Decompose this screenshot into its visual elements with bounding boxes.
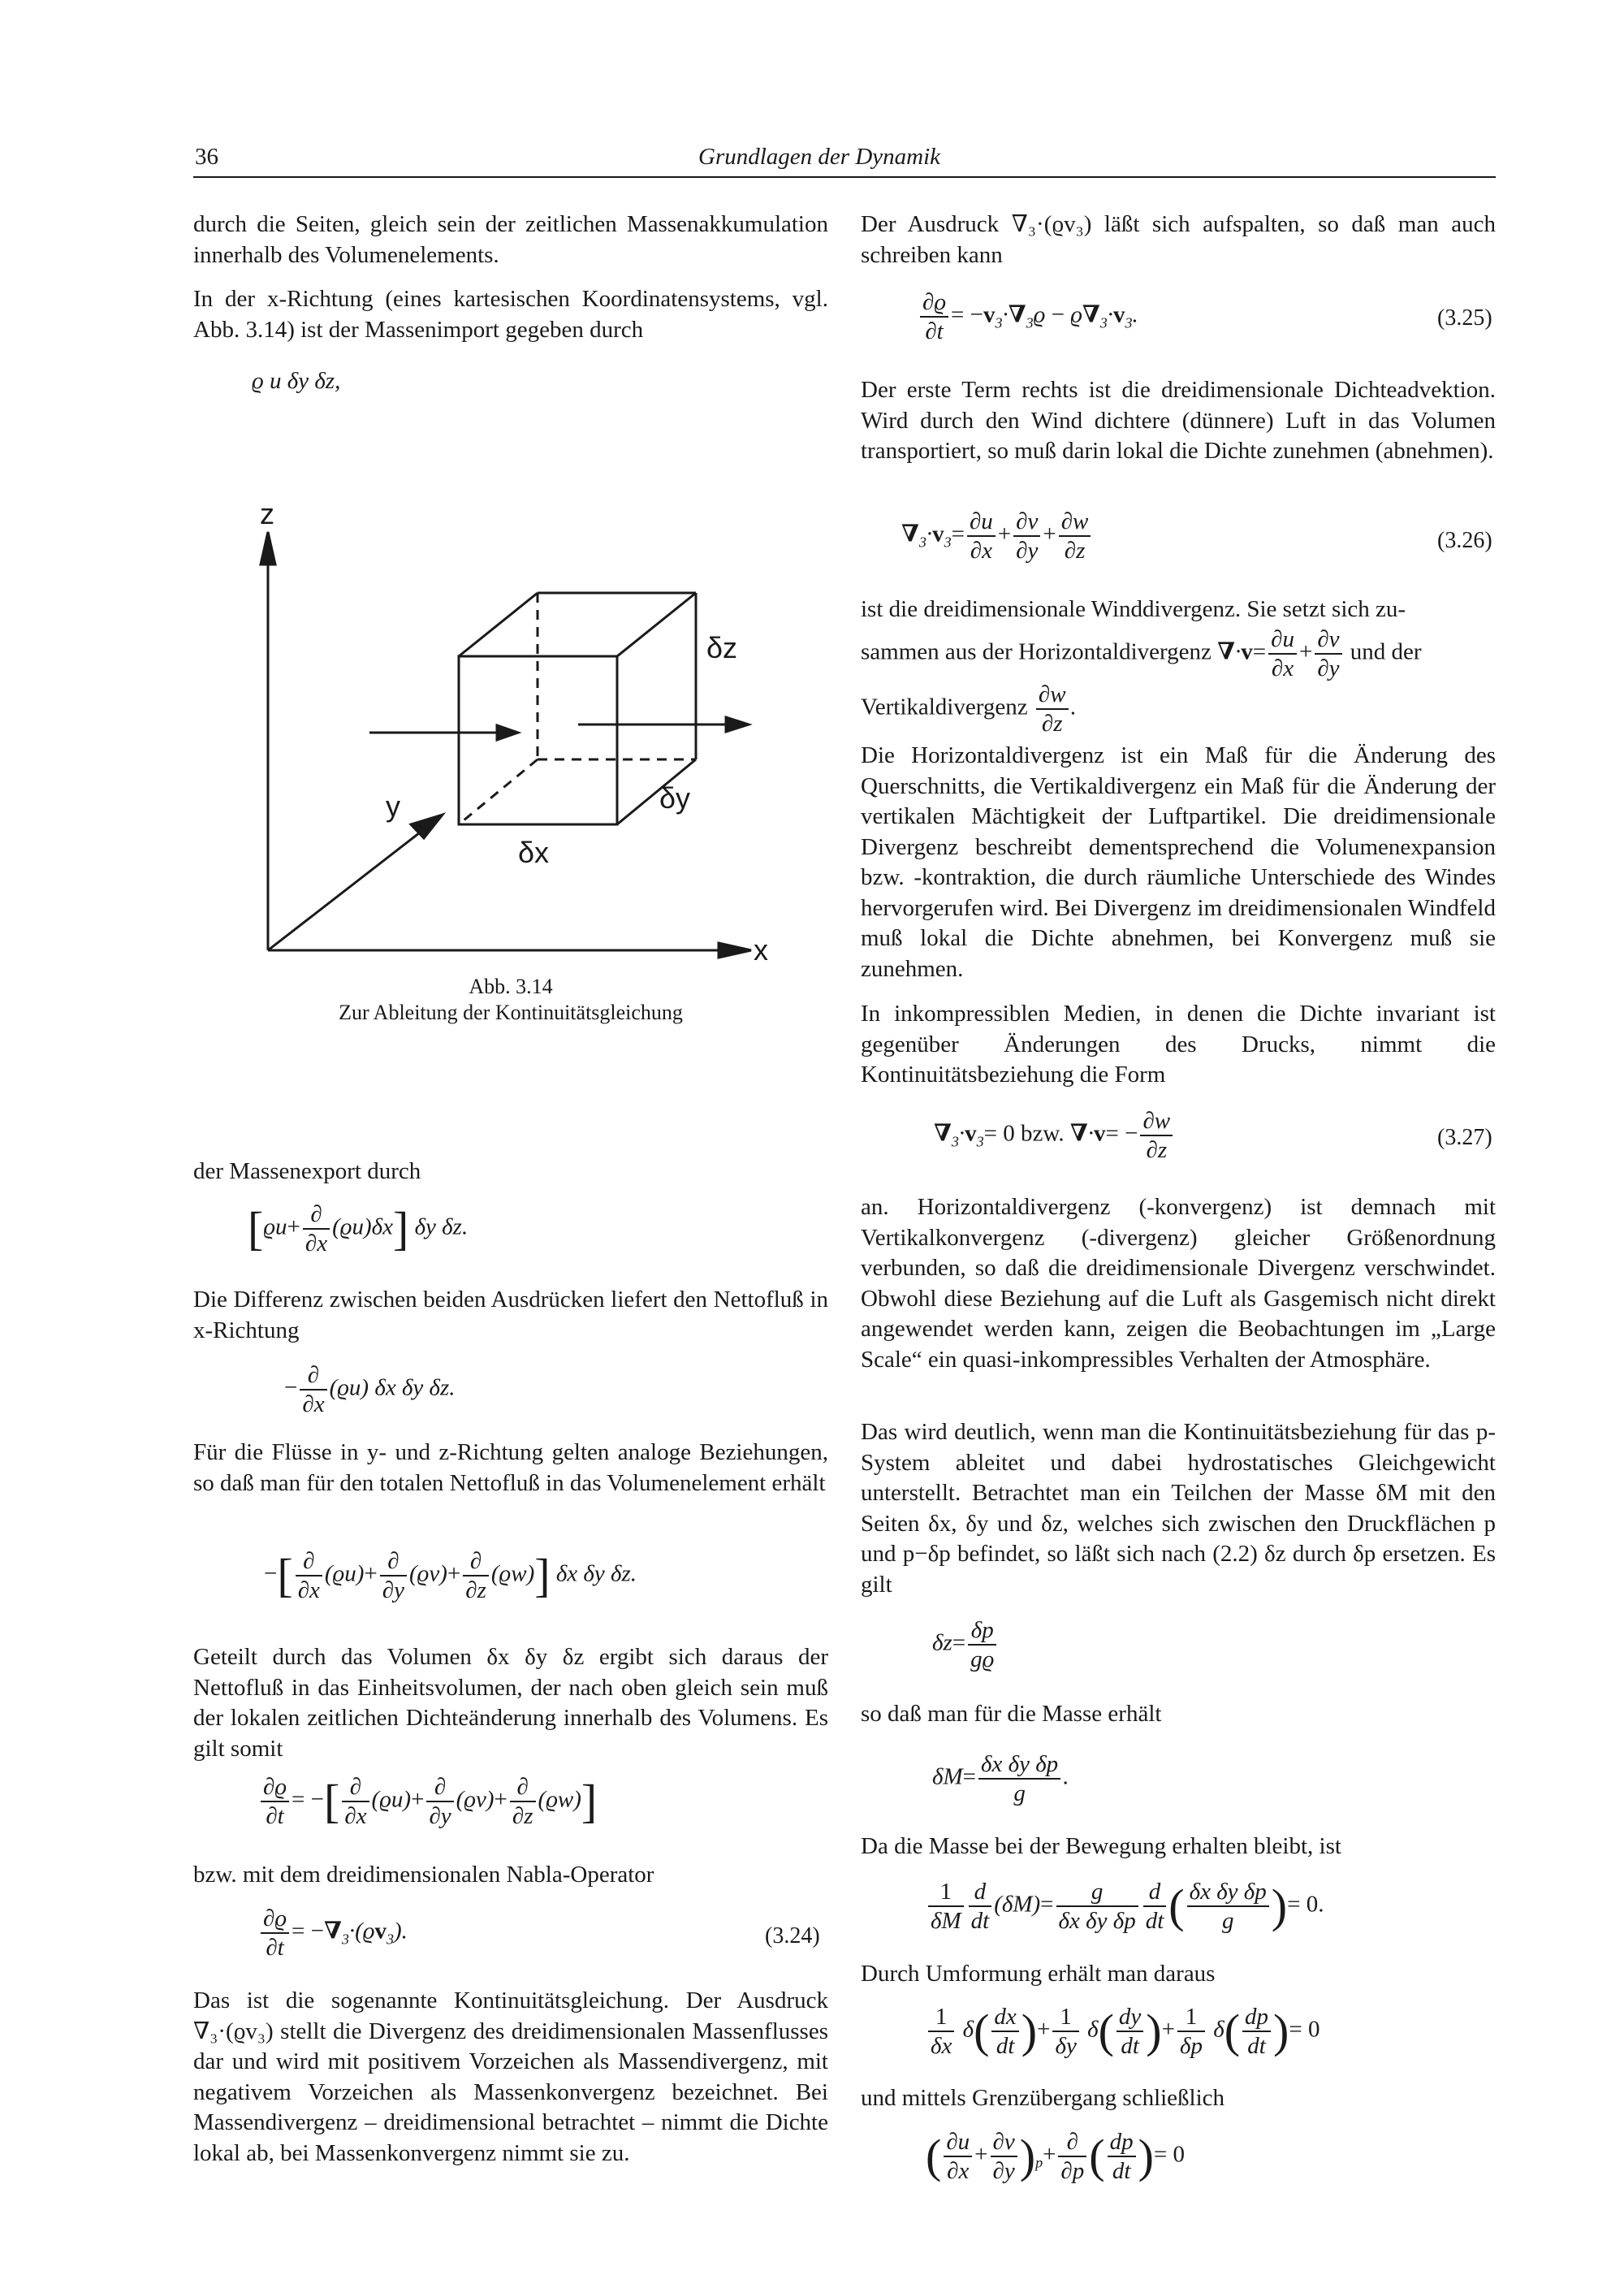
right-paragraph-8: so daß man für die Masse erhält [861,1701,1162,1727]
running-title: Grundlagen der Dynamik [698,144,941,170]
right-paragraph-2: Der erste Term rechts ist die dreidimensionale Dichteadvektion. Wird durch den Wind dichtere (dünnere) Luft in das Volumen transportiert, so muß darin lokal die Dichte zunehmen (abnehmen). [861,377,1496,464]
equation-mass-export: [ϱu+ $\frac{\partial}{\partial x}$ (ϱu)δx] δy δz. [248,1201,469,1256]
right-paragraph-6: an. Horizontaldivergenz (-konvergenz) ist demnach mit Vertikalkonvergenz (-divergenz) gleicher Größenordnung verbunden, so daß die dreidimensionale Divergenz verschwindet. Obwohl diese Beziehung auf die Luft als Gasgemisch nicht direkt angewendet werden kann, zeigen die Beobachtungen im „Large Scale“ ein quasi-inkompressibles Verhalten der Atmosphäre. [861,1194,1496,1373]
right-paragraph-4: Die Horizontaldivergenz ist ein Maß für die Änderung des Querschnitts, die Vertikaldivergenz ein Maß für die Änderung der vertikalen Mächtigkeit der Luftpartikel. Die dreidimensionale Divergenz beschreibt dementsprechend die Volumenexpansion bzw. -kontraktion, die durch räumliche Unterschiede des Windes hervorgerufen wird. Bei Divergenz im dreidimensionalen Windfeld muß lokal die Dichte abnehmen, bei Konvergenz muß sie zunehmen. [861,742,1496,982]
label-delta-x: δx [518,836,550,869]
equation-3-27: $\nabla_3\cdot v_3= 0$ bzw. ∇·v= − $\frac{\partial w}{\partial z}$ [934,1107,1175,1164]
left-paragraph-2: In der x-Richtung (eines kartesischen Koordinatensystems, vgl. Abb. 3.14) ist der Massenimport gegeben durch [193,286,828,343]
right-paragraph-3a: ist die dreidimensionale Winddivergenz. Sie setzt sich zu- [861,596,1406,622]
left-paragraph-1: durch die Seiten, gleich sein der zeitlichen Massenakkumulation innerhalb des Volumenelements. [193,211,828,268]
figure-caption-text: Zur Ableitung der Kontinuitätsgleichung [339,1001,683,1024]
equation-number-3-25: (3.25) [1437,305,1492,331]
equation-number-3-27: (3.27) [1437,1125,1492,1150]
right-paragraph-5: In inkompressiblen Medien, in denen die Dichte invariant ist gegenüber Änderungen des Drucks, nimmt die Kontinuitätsbeziehung die Form [861,1001,1496,1088]
equation-number-3-26: (3.26) [1437,528,1492,553]
y-axis [268,824,430,950]
label-delta-z: δz [706,631,738,664]
left-paragraph-3: der Massenexport durch [193,1158,421,1184]
equation-total-net-flux: −[ $\frac{\partial}{\partial x}$ (ϱu)+ $\frac{\partial}{\partial y}$ (ϱv)+ $\frac{\partial}{\partial z}$ (ϱw)] δx δy δz. [264,1548,637,1603]
left-paragraph-5: Für die Flüsse in y- und z-Richtung gelten analoge Beziehungen, so daß man für den totalen Nettofluß in das Volumenelement erhält [193,1439,828,1496]
z-axis-arrowhead [261,532,275,564]
bzw-label: bzw. [1020,1120,1065,1147]
equation-number-3-24: (3.24) [765,1923,820,1948]
x-axis-arrowhead [719,943,751,958]
figure-continuity-cube [244,495,812,975]
axis-label-x: x [754,933,768,967]
equation-net-flux-x: − $\frac{\partial}{\partial x}$ (ϱu) δx δy δz. [284,1362,456,1417]
left-paragraph-6: Geteilt durch das Volumen δx δy δz ergibt sich daraus der Nettofluß in das Einheitsvolumen, der nach oben gleich sein muß der lokalen zeitlichen Dichteänderung innerhalb des Volumens. Es gilt somit [193,1644,828,1762]
equation-mass-conservation: $\frac{1}{\delta M}$ $\frac{d}{dt}$ (δM)= $\frac{g}{\text{δx δy δp}}$ $\frac{d}{dt}$ ( $\frac{\text{δx δy δp}}{g}$ )= 0. [926,1878,1324,1935]
label-delta-y: δy [659,781,691,815]
equation-local-density-change: $\frac{\partial ϱ}{\partial t}$ = −[ $\frac{\partial}{\partial x}$ (ϱu)+ $\frac{\partial}{\partial y}$ (ϱv)+ $\frac{\partial}{\partial z}$ (ϱw)] [258,1773,597,1830]
right-paragraph-7: Das wird deutlich, wenn man die Kontinuitätsbeziehung für das p-System ableitet und dabei hydrostatisches Gleichgewicht unterstellt. Betrachtet man ein Teilchen der Masse δM mit den Seiten δx, δy und δz, welches sich zwischen den Druckflächen p und p−δp befindet, so läßt sich nach (2.2) δz durch δp ersetzen. Es gilt [861,1419,1496,1598]
equation-3-24: $\frac{\partial ϱ}{\partial t}$ = $-\nabla_3\cdot(ϱv_3)$. [258,1905,408,1961]
axis-label-y: y [386,789,400,823]
page-number: 36 [195,144,218,170]
left-paragraph-8: Das ist die sogenannte Kontinuitätsgleichung. Der Ausdruck ∇₃·(ϱv₃) stellt die Divergenz des dreidimensionalen Massenflusses dar und wird mit positivem Vorzeichen als Massendivergenz, mit negativem Vorzeichen als Massenkonvergenz bezeichnet. Bei Massendivergenz – dreidimensional betrachtet – nimmt die Dichte lokal ab, bei Massenkonvergenz nimmt sie zu. [193,1987,828,2166]
header-rule [193,176,1496,178]
equation-p-system-continuity: ( $\frac{\partial u}{\partial x}$ + $\frac{\partial v}{\partial y}$ )$_p+$ $\frac{\partial}{\partial p}$ ( $\frac{dp}{dt}$ )= 0 [926,2129,1186,2184]
equation-mass-import: ϱ u δy δz, [252,368,341,394]
equation-delta-z: δz= $\frac{\delta p}{gϱ}$ [932,1616,999,1673]
equation-3-26: $\nabla_3\cdot v_3=$ $\frac{\partial u}{\partial x}$ + $\frac{\partial v}{\partial y}$ + $\frac{\partial w}{\partial z}$ [901,508,1093,564]
right-paragraph-1: Der Ausdruck ∇₃·(ϱv₃) läßt sich aufspalten, so daß man auch schreiben kann [861,211,1496,268]
left-paragraph-7: bzw. mit dem dreidimensionalen Nabla-Operator [193,1862,654,1888]
horizontal-divergence-label: sammen aus der Horizontaldivergenz [861,638,1212,665]
right-paragraph-10: Durch Umformung erhält man daraus [861,1961,1216,1987]
left-paragraph-4: Die Differenz zwischen beiden Ausdrücken liefert den Nettofluß in x-Richtung [193,1287,828,1343]
right-paragraph-11: und mittels Grenzübergang schließlich [861,2085,1225,2111]
right-paragraph-3c: Vertikaldivergenz $\frac{\partial w}{\partial z}$ . [861,681,1077,737]
right-paragraph-9: Da die Masse bei der Bewegung erhalten bleibt, ist [861,1833,1341,1859]
right-paragraph-3b: sammen aus der Horizontaldivergenz ∇·v= $\frac{\partial u}{\partial x}$ + $\frac{\partial v}{\partial y}$ und der [861,626,1422,681]
equation-3-25: $\frac{\partial ϱ}{\partial t}$ = $-v_3\cdot\nabla_3ϱ - ϱ\nabla_3\cdot v_3$. [918,288,1138,345]
vertical-divergence-label: Vertikaldivergenz [861,694,1028,720]
und-der-label: und der [1350,638,1422,665]
figure-caption-number: Abb. 3.14 [469,975,553,998]
axis-label-z: z [260,497,274,530]
equation-reformulated: $\frac{1}{\delta x}$ δ( $\frac{dx}{dt}$ )+ $\frac{1}{\delta y}$ δ( $\frac{dy}{dt}$ )+ $\frac{1}{\delta p}$ δ( $\frac{dp}{dt}$ )= 0 [926,2003,1320,2060]
equation-delta-m: δM= $\frac{\text{δx δy δp}}{g}$ . [932,1751,1069,1806]
